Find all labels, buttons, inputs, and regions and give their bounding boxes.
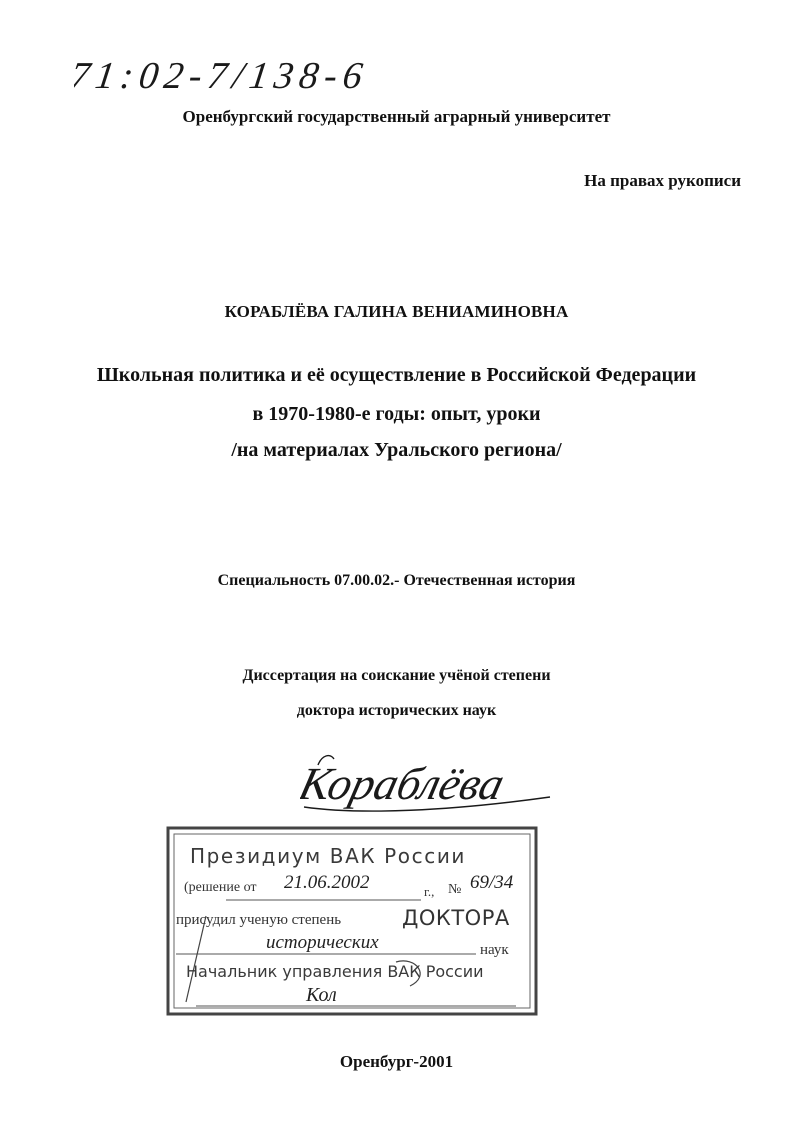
stamp-head-label: Начальник управления ВАК России — [186, 962, 484, 981]
stamp-number-label: № — [448, 882, 462, 897]
stamp-title: Президиум ВАК России — [190, 844, 467, 868]
author-signature — [300, 745, 560, 830]
stamp-year-label: г., — [424, 884, 435, 899]
author-name: КОРАБЛЁВА ГАЛИНА ВЕНИАМИНОВНА — [224, 302, 569, 321]
rights-note: На правах рукописи — [584, 171, 741, 190]
dissertation-title-line-3: /на материалах Уральского региона/ — [231, 439, 562, 461]
stamp-awarded-text: присудил ученую степень — [176, 912, 342, 928]
stamp-field: исторических — [266, 932, 379, 953]
city-year: Оренбург-2001 — [339, 1052, 454, 1071]
dissertation-title-line-2: в 1970-1980-е годы: опыт, уроки — [252, 403, 541, 425]
handwritten-archive-code — [74, 52, 384, 105]
dissertation-degree-line-2: доктора исторических наук — [296, 702, 497, 719]
stamp-field-suffix: наук — [480, 942, 509, 958]
stamp-head-signature: Кол — [306, 984, 337, 1006]
organization-name: Оренбургский государственный аграрный университет — [182, 107, 611, 126]
handwritten-code-text: 71:02-7/138-6 — [74, 55, 371, 97]
stamp-degree: ДОКТОРА — [402, 906, 510, 930]
dissertation-title-line-1: Школьная политика и её осуществление в Российской Федерации — [96, 364, 697, 386]
speciality: Специальность 07.00.02.- Отечественная история — [217, 572, 576, 589]
vak-stamp — [166, 826, 538, 1016]
dissertation-degree-line-1: Диссертация на соискание учёной степени — [242, 667, 551, 684]
stamp-decision-date: 21.06.2002 — [284, 872, 370, 893]
stamp-decision-label: (решение от — [184, 880, 257, 895]
stamp-decision-number: 69/34 — [470, 872, 514, 893]
author-signature-text: Кораблёва — [300, 758, 510, 810]
